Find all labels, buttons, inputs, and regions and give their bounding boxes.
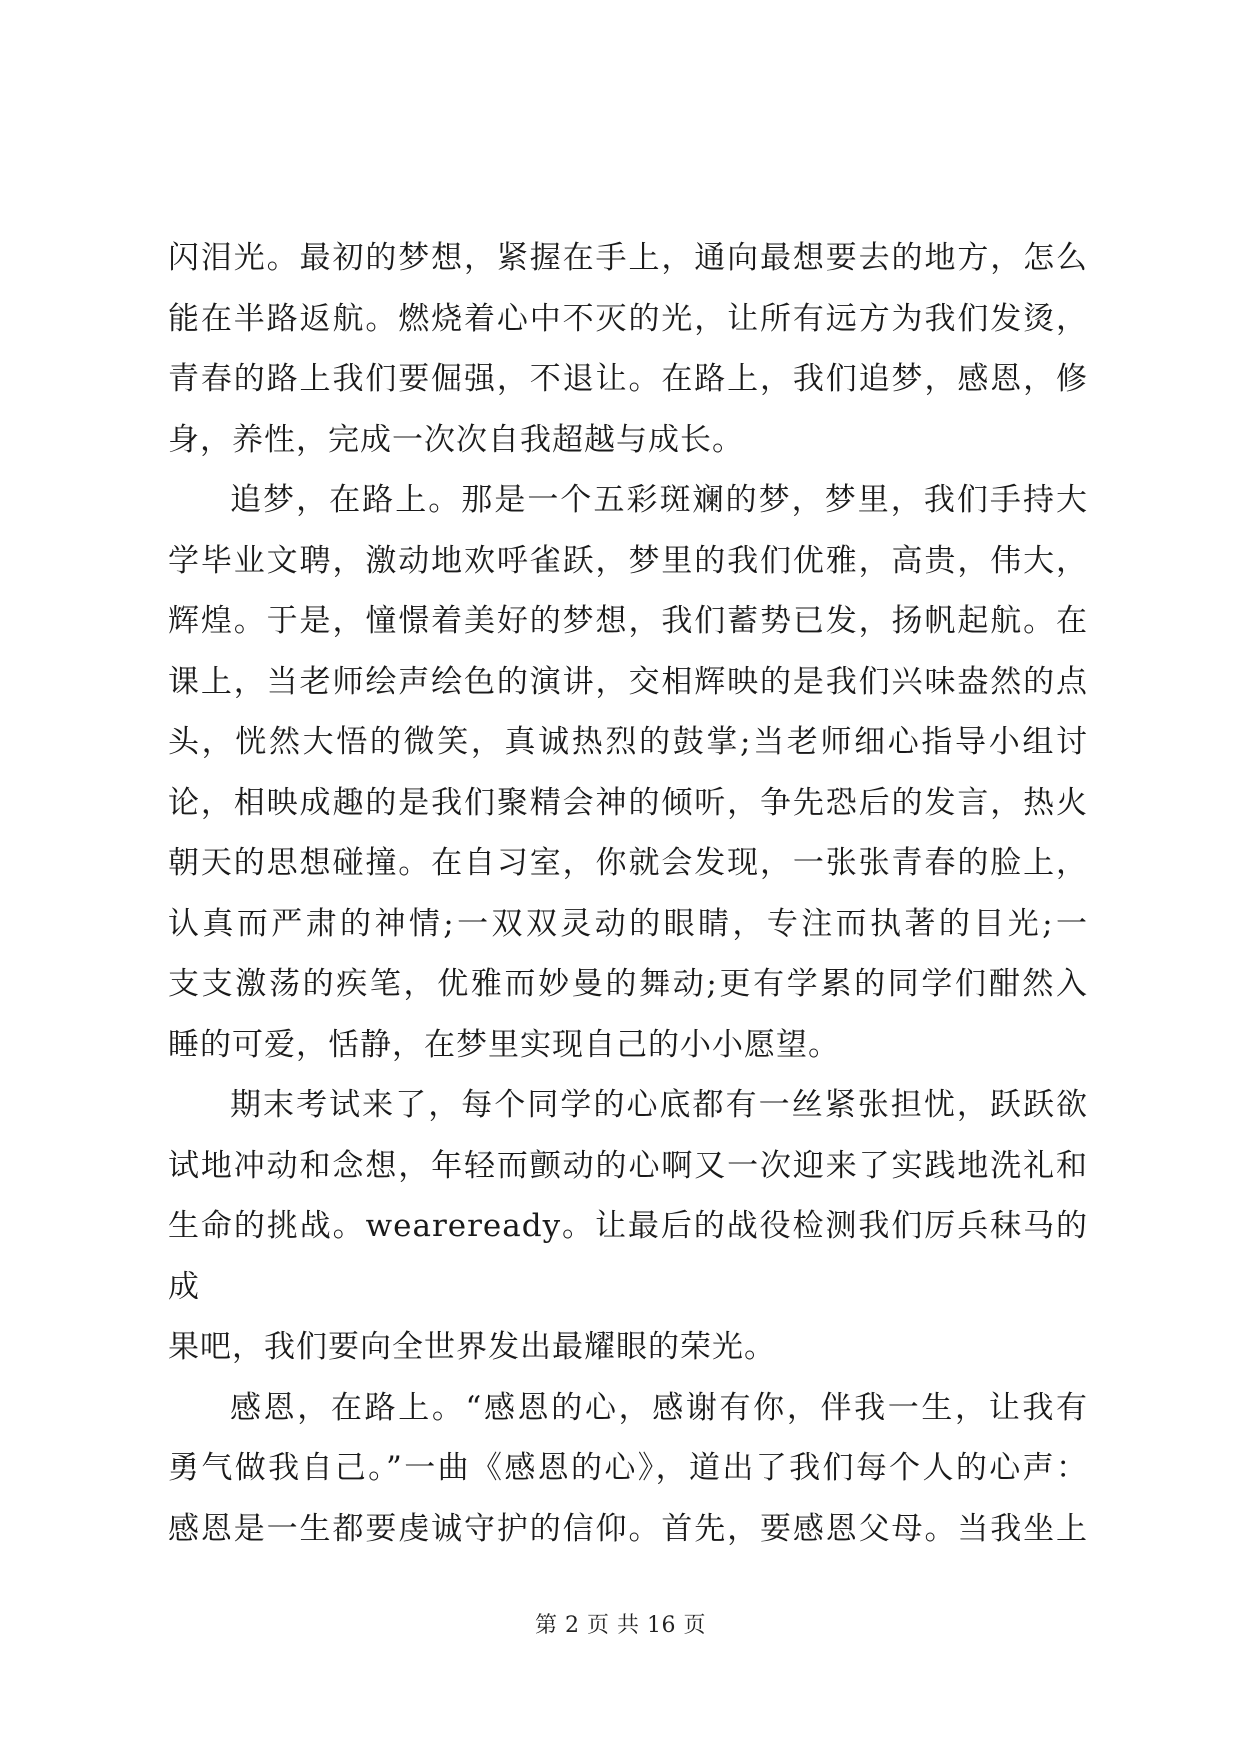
text-line: 学毕业文聘，激动地欢呼雀跃，梦里的我们优雅，高贵，伟大， [168,542,1088,579]
text-line: 课上，当老师绘声绘色的演讲，交相辉映的是我们兴味盎然的点 [168,663,1088,700]
text-line: 身，养性，完成一次次自我超越与成长。 [168,421,744,458]
page-footer: 第 2 页 共 16 页 [535,1613,706,1638]
text-line: 支支激荡的疾笔，优雅而妙曼的舞动;更有学累的同学们酣然入 [168,966,1088,1002]
text-line: 闪泪光。最初的梦想，紧握在手上，通向最想要去的地方，怎么 [168,240,1088,276]
text-line: 期末考试来了，每个同学的心底都有一丝紧张担忧，跃跃欲 [230,1087,1088,1123]
text-line: 论，相映成趣的是我们聚精会神的倾听，争先恐后的发言，热火 [168,784,1088,821]
text-line: 认真而严肃的神情;一双双灵动的眼睛，专注而执著的目光;一 [168,905,1088,942]
text-line: 睡的可爱，恬静，在梦里实现自己的小小愿望。 [168,1026,840,1063]
document-body [168,228,1088,1559]
text-line: 感恩是一生都要虔诚守护的信仰。首先，要感恩父母。当我坐上 [168,1510,1088,1547]
text-line: 追梦，在路上。那是一个五彩斑斓的梦，梦里，我们手持大 [230,482,1088,518]
text-line: 感恩，在路上。“感恩的心，感谢有你，伴我一生，让我有 [230,1389,1088,1426]
text-line: 辉煌。于是，憧憬着美好的梦想，我们蓄势已发，扬帆起航。在 [168,603,1088,639]
text-line: 果吧，我们要向全世界发出最耀眼的荣光。 [168,1329,776,1365]
text-line: 头，恍然大悟的微笑，真诚热烈的鼓掌;当老师细心指导小组讨 [168,724,1088,760]
text-line: 青春的路上我们要倔强，不退让。在路上，我们追梦，感恩，修 [168,361,1088,397]
text-line: 能在半路返航。燃烧着心中不灭的光，让所有远方为我们发烫， [168,300,1088,337]
text-line: 勇气做我自己。”一曲《感恩的心》，道出了我们每个人的心声： [168,1450,1088,1486]
text-line: 朝天的思想碰撞。在自习室，你就会发现，一张张青春的脸上， [168,845,1088,881]
text-line: 生命的挑战。weareready。让最后的战役检测我们厉兵秣马的成 [168,1208,1088,1305]
text-line: 试地冲动和念想，年轻而颤动的心啊又一次迎来了实践地洗礼和 [168,1147,1088,1184]
